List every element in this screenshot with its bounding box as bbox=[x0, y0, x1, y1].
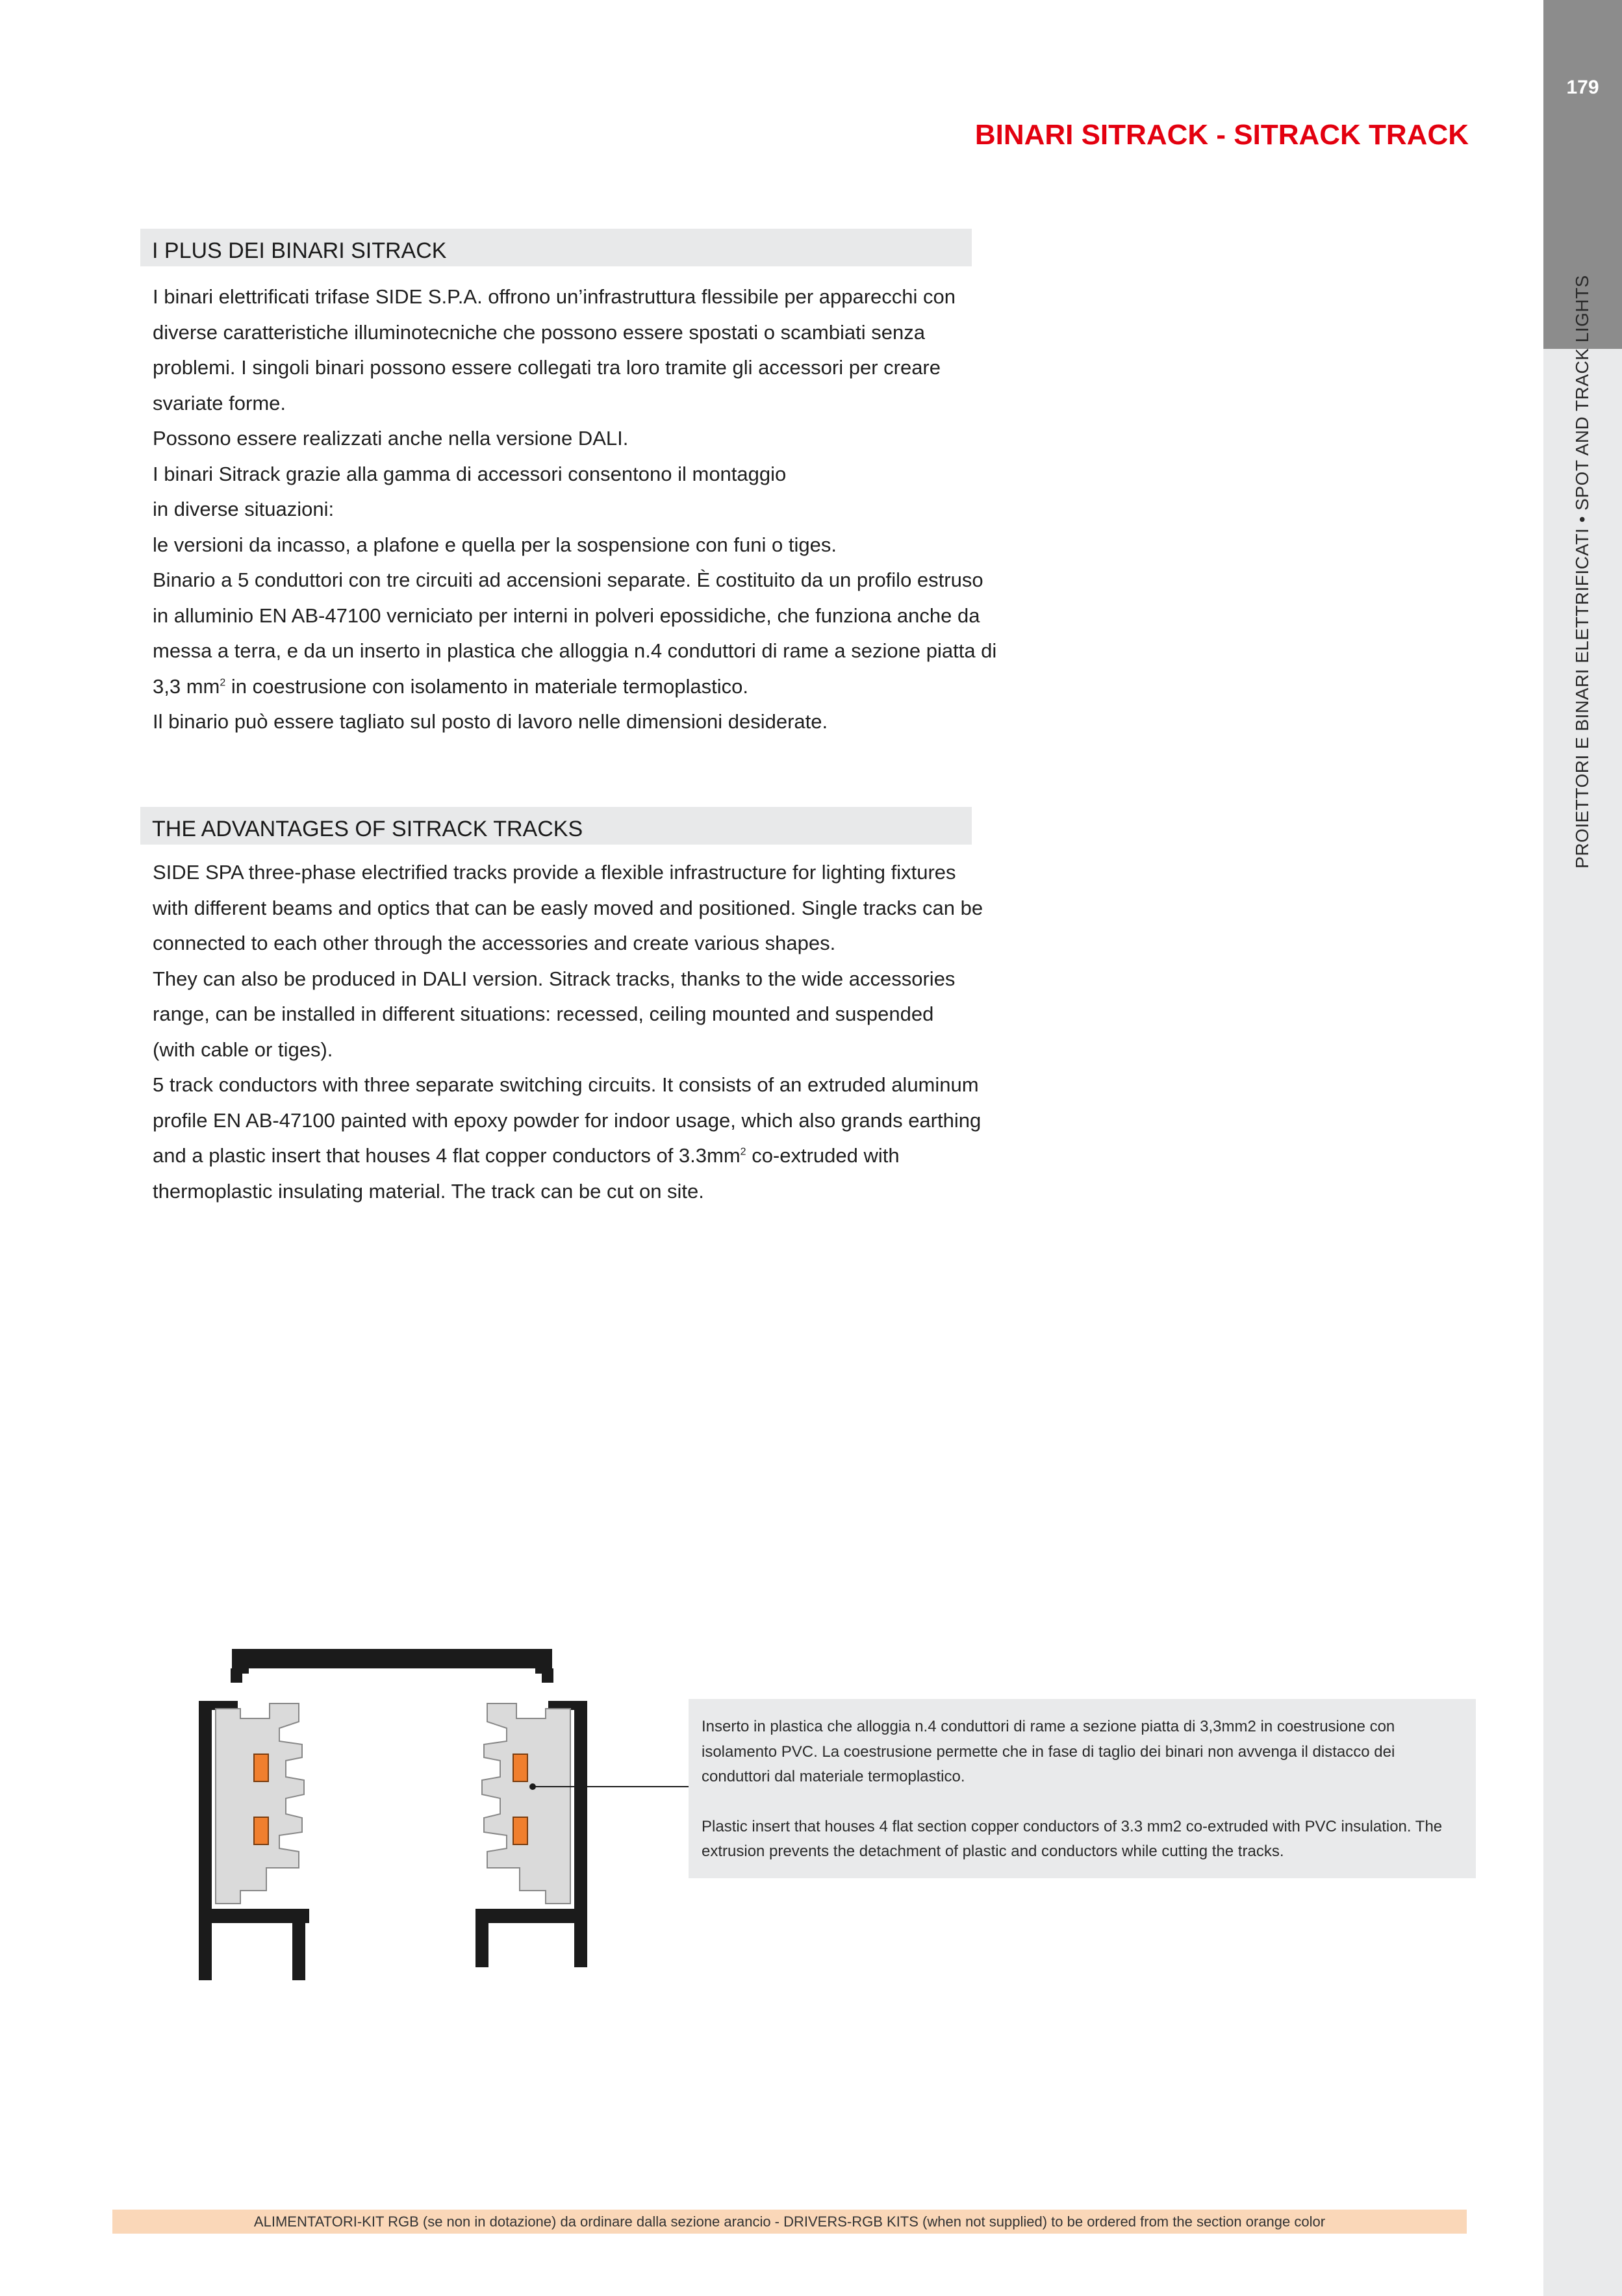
section-heading-it bbox=[140, 229, 972, 266]
footer-text: ALIMENTATORI-KIT RGB (se non in dotazione) da ordinare dalla sezione arancio - DRIVERS-RGB KITS (when not supplied) to be ordered from the section orange color bbox=[253, 2213, 1326, 2230]
text-line: problemi. I singoli binari possono essere collegati tra loro tramite gli accessori per creare bbox=[153, 356, 941, 379]
callout-text bbox=[702, 1715, 1462, 1865]
text-line: Possono essere realizzati anche nella versione DALI. bbox=[153, 427, 629, 450]
callout-it: Inserto in plastica che alloggia n.4 conduttori di rame a sezione piatta di 3,3mm2 in coestrusione con isolamento PVC. La coestrusione permette che in fase di taglio dei binari non avvenga il distacco dei conduttori dal materiale termoplastico. bbox=[702, 1718, 1395, 1785]
text-line: range, can be installed in different situations: recessed, ceiling mounted and suspended bbox=[153, 1002, 934, 1025]
text-line: Binario a 5 conduttori con tre circuiti ad accensioni separate. È costituito da un profilo estruso bbox=[153, 568, 983, 591]
text-line: and a plastic insert that houses 4 flat copper conductors of $3.3mm^2$ co-extruded with bbox=[153, 1144, 900, 1167]
text-line: 5 track conductors with three separate switching circuits. It consists of an extruded aluminum bbox=[153, 1073, 979, 1096]
callout-box bbox=[689, 1699, 1476, 1878]
text-line: SIDE SPA three-phase electrified tracks provide a flexible infrastructure for lighting fixtures bbox=[153, 861, 956, 884]
text-line: svariate forme. bbox=[153, 391, 286, 415]
text-line: Il binario può essere tagliato sul posto di lavoro nelle dimensioni desiderate. bbox=[153, 710, 828, 733]
body-text-it bbox=[153, 279, 1023, 740]
track-cross-section-diagram bbox=[195, 1644, 695, 1982]
page-title: BINARI SITRACK - SITRACK TRACK bbox=[974, 119, 1469, 151]
section-heading-en-text: THE ADVANTAGES OF SITRACK TRACKS bbox=[152, 817, 583, 841]
callout-en: Plastic insert that houses 4 flat section copper conductors of 3.3 mm2 co-extruded with PVC insulation. The extrusion prevents the detachment of plastic and conductors while cutting the tracks. bbox=[702, 1817, 1443, 1860]
text-line: (with cable or tiges). bbox=[153, 1038, 333, 1061]
footer-bar bbox=[112, 2210, 1467, 2234]
text-line: 3,3 $mm^2$ in coestrusione con isolamento in materiale termoplastico. bbox=[153, 674, 748, 698]
text-line: thermoplastic insulating material. The track can be cut on site. bbox=[153, 1179, 704, 1203]
page-number: 179 bbox=[1566, 77, 1599, 98]
text-line: in alluminio EN AB-47100 verniciato per interni in polveri epossidiche, che funziona anche da bbox=[153, 604, 980, 627]
plastic-insert-right bbox=[482, 1703, 570, 1904]
text-line: le versioni da incasso, a plafone e quella per la sospensione con funi o tiges. bbox=[153, 533, 837, 556]
text-line: profile EN AB-47100 painted with epoxy powder for indoor usage, which also grands earthing bbox=[153, 1108, 982, 1132]
text-line: diverse caratteristiche illuminotecniche che possono essere spostati o scambiati senza bbox=[153, 320, 925, 344]
body-text-en bbox=[153, 855, 1023, 1209]
plastic-insert-left bbox=[216, 1703, 304, 1904]
text-line: messa a terra, e da un inserto in plastica che alloggia n.4 conduttori di rame a sezione piatta di bbox=[153, 639, 997, 662]
text-line: They can also be produced in DALI version. Sitrack tracks, thanks to the wide accessories bbox=[153, 967, 956, 990]
text-line: I binari Sitrack grazie alla gamma di accessori consentono il montaggio bbox=[153, 462, 787, 485]
text-line: with different beams and optics that can be easly moved and positioned. Single tracks can be bbox=[153, 896, 983, 919]
text-line: I binari elettrificati trifase SIDE S.P.A. offrono un’infrastruttura flessibile per apparecchi con bbox=[153, 285, 956, 308]
text-line: connected to each other through the accessories and create various shapes. bbox=[153, 932, 836, 954]
side-section-label: PROIETTORI E BINARI ELETTRIFICATI • SPOT AND TRACK LIGHTS bbox=[1572, 275, 1592, 869]
section-heading-en bbox=[140, 807, 972, 845]
text-line: in diverse situazioni: bbox=[153, 498, 335, 520]
section-heading-it-text: I PLUS DEI BINARI SITRACK bbox=[152, 238, 447, 263]
